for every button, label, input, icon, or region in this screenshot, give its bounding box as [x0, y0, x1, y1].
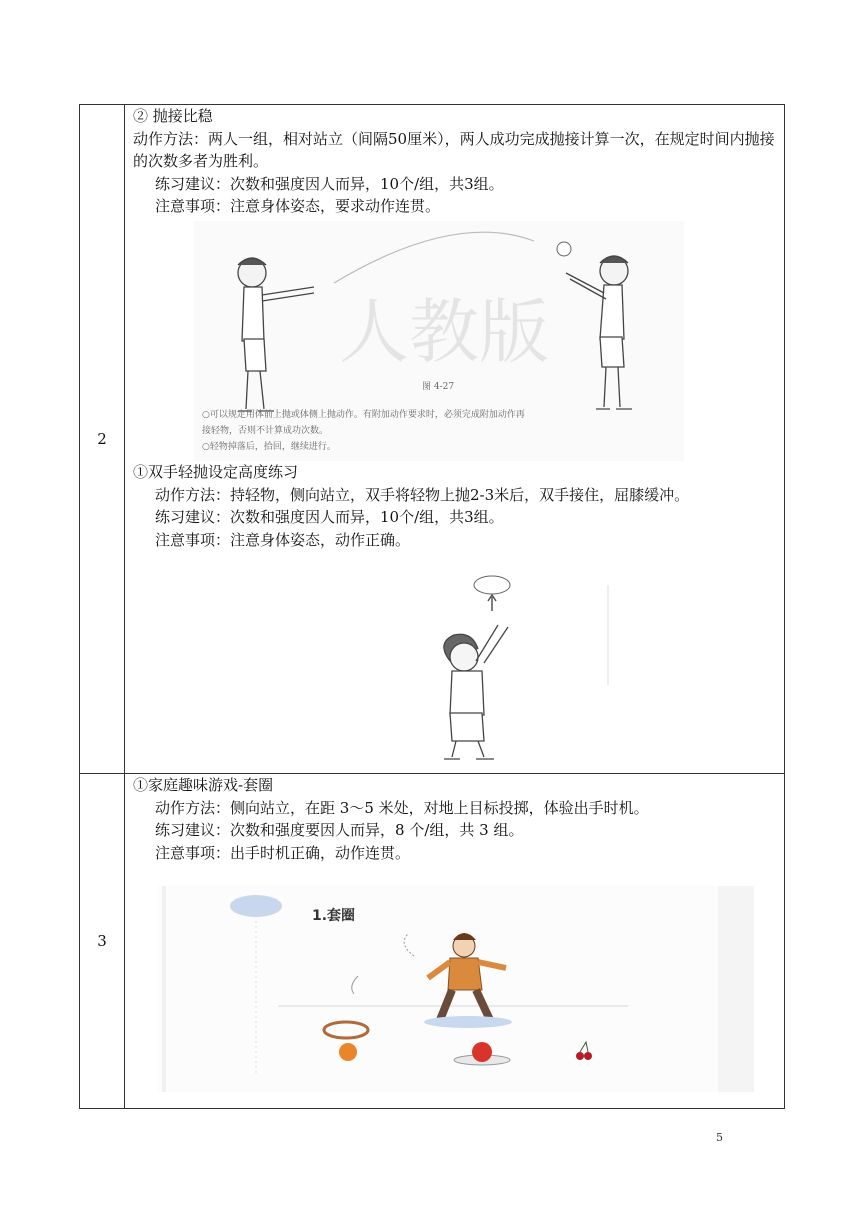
- advice-text: 练习建议：次数和强度因人而异，10个/组，共3组。: [155, 174, 504, 193]
- advice-text: 练习建议：次数和强度因人而异，10个/组，共3组。: [155, 508, 504, 526]
- section-title: ①家庭趣味游戏-套圈: [133, 776, 274, 794]
- figure-caption-2: 接轻物，否则不计算成功次数。: [202, 426, 329, 436]
- lesson-table: [79, 104, 785, 1109]
- advice-text: 练习建议：次数和强度要因人而异，8 个/组，共 3 组。: [155, 821, 524, 839]
- method-text: 动作方法：持轻物，侧向站立，双手将轻物上抛2-3米后，双手接住，屈膝缓冲。: [155, 485, 690, 504]
- child-figure: [444, 625, 508, 759]
- figure-caption-1: ○可以规定用体前上抛或体侧上抛动作。有附加动作要求时，必须完成附加动作再: [202, 410, 525, 420]
- throw-catch-illustration: [194, 221, 684, 461]
- page-number: 5: [716, 1131, 723, 1144]
- figure-label: 图 4-27: [422, 382, 455, 392]
- game-title: 1.套圈: [312, 908, 356, 924]
- notes-text: 注意事项：出手时机正确，动作连贯。: [155, 843, 411, 862]
- section-title: ② 抛接比稳: [133, 107, 213, 125]
- section-title: ①双手轻抛设定高度练习: [133, 463, 299, 481]
- table-row: [80, 774, 784, 1108]
- table-row: [80, 105, 784, 774]
- method-text: 动作方法：两人一组，相对站立（间隔50厘米），两人成功完成抛接计算一次，在规定时间内抛接的次数多者为胜利。: [133, 129, 775, 170]
- row-content-b: [133, 461, 776, 551]
- figure-caption-3: ○轻物掉落后，拾回，继续进行。: [202, 442, 336, 452]
- method-text: 动作方法：侧向站立，在距 3～5 米处，对地上目标投掷，体验出手时机。: [155, 798, 649, 817]
- notes-text: 注意事项：注意身体姿态，要求动作连贯。: [155, 197, 441, 215]
- upward-toss-illustration: [380, 565, 640, 765]
- row-number: 2: [80, 105, 125, 773]
- watermark-text: 人教版: [339, 291, 549, 373]
- row-content: [133, 105, 776, 218]
- ring-toss-illustration: [158, 886, 754, 1092]
- row-content: [133, 774, 776, 864]
- notes-text: 注意事项：注意身体姿态，动作正确。: [155, 530, 411, 549]
- row-number: 3: [80, 774, 125, 1108]
